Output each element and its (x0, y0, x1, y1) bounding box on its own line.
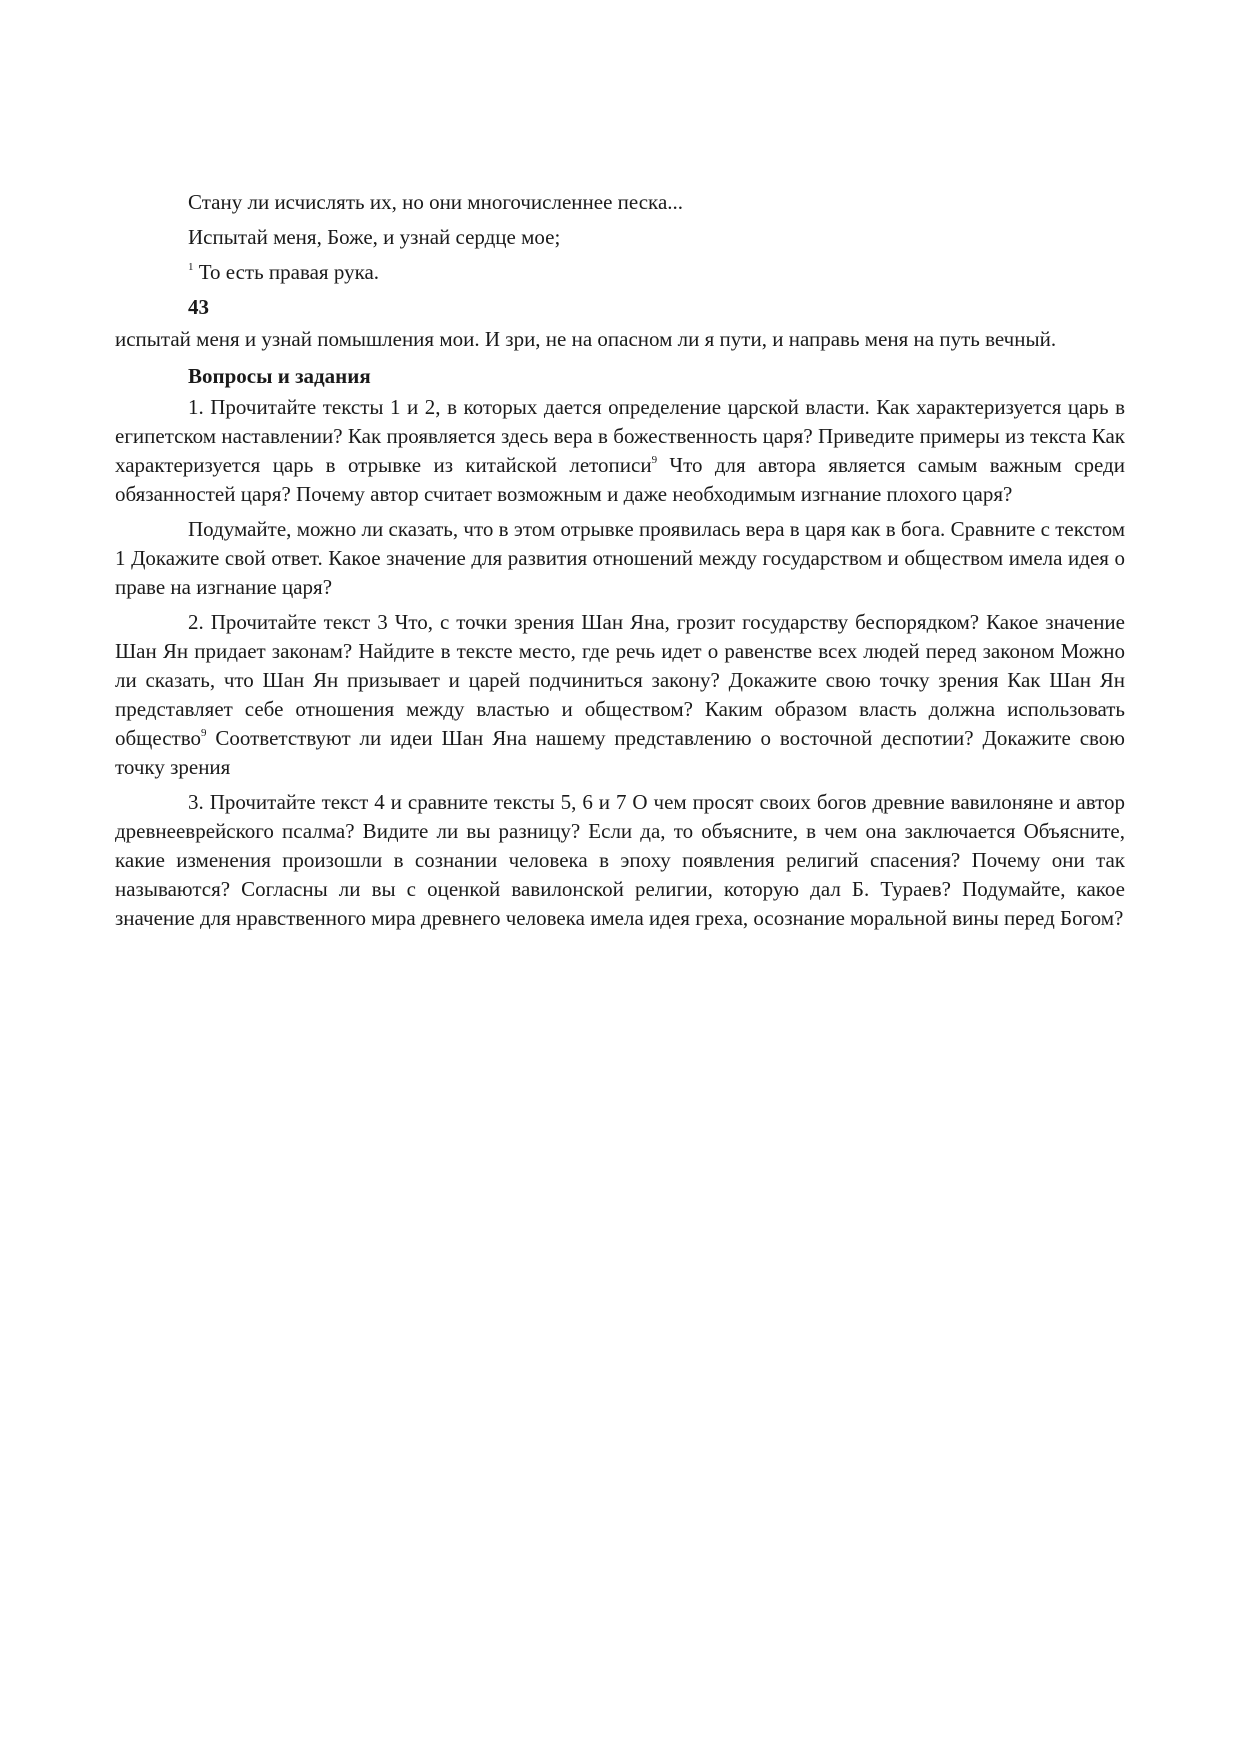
section-heading: Вопросы и задания (188, 364, 371, 388)
question-1-followup: Подумайте, можно ли сказать, что в этом отрывке проявилась вера в царя как в бога. Сравните с текстом 1 Докажите свой ответ. Какое значение для развития отношений между государством и обществом имела идея о праве на изгнание царя? (115, 517, 1125, 599)
question-2-text: 2. Прочитайте текст 3 Что, с точки зрения Шан Яна, грозит государству беспорядком? Какое значение Шан Ян придает законам? Найдите в тексте место, где речь идет о равенстве всех людей перед законом Можно ли сказать, что Шан Ян призывает и царей подчиниться закону? Докажите свою точку зрения Как Шан Ян представляет себе отношения между властью и обществом? Каким образом власть должна использовать общество (115, 610, 1125, 750)
reference-marker: 9 (200, 727, 207, 739)
continuation-paragraph: испытай меня и узнай помышления мои. И зри, не на опасном ли я пути, и направь меня на путь вечный. (115, 327, 1057, 351)
reference-marker: 9 (651, 454, 658, 466)
question-3: 3. Прочитайте текст 4 и сравните тексты 5, 6 и 7 О чем просят своих богов древние вавилоняне и автор древнееврейского псалма? Видите ли вы разницу? Если да, то объясните, в чем она заключается Объясните, какие изменения произошли в сознании человека в эпоху появления религий спасения? Почему они так называются? Согласны ли вы с оценкой вавилонской религии, которую дал Б. Тураев? Подумайте, какое значение для нравственного мира древнего человека имела идея греха, осознание моральной вины перед Богом? (115, 790, 1125, 930)
question-1-text-cont: Что для автора является самым важным среди обязанностей царя? Почему автор считает возможным и даже необходимым изгнание плохого царя? (115, 453, 1125, 506)
page-number: 43 (188, 295, 209, 319)
question-1-text: 1. Прочитайте тексты 1 и 2, в которых дается определение царской власти. Как характеризуется царь в египетском наставлении? Как проявляется здесь вера в божественность царя? Приведите примеры из текста Как характеризуется царь в отрывке из китайской летописи (115, 395, 1125, 477)
question-2-text-cont: Соответствуют ли идеи Шан Яна нашему представлению о восточной деспотии? Докажите свою точку зрения (115, 726, 1125, 779)
footnote (115, 258, 1125, 287)
question-2 (115, 608, 1125, 782)
verse-line: Стану ли исчислять их, но они многочисленнее песка... (188, 190, 684, 214)
footnote-marker: 1 (188, 261, 194, 273)
document-page (115, 188, 1125, 939)
verse-line: Испытай меня, Боже, и узнай сердце мое; (188, 225, 561, 249)
question-1 (115, 393, 1125, 509)
footnote-text: То есть правая рука. (198, 260, 380, 284)
